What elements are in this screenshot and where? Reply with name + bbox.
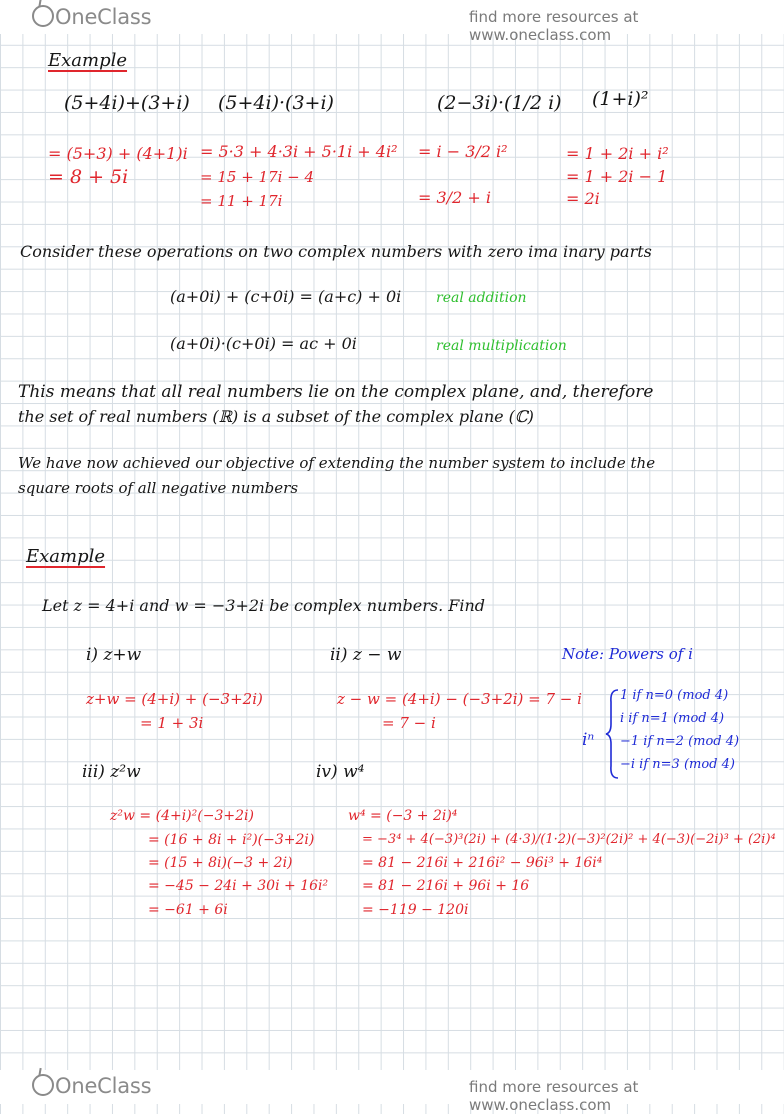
footer-logo-text: OneClass — [55, 1074, 152, 1098]
note-case-4: −i if n=3 (mod 4) — [620, 757, 735, 772]
part-1-label: i) z+w — [86, 645, 142, 665]
part-3-line-5: = −61 + 6i — [148, 902, 228, 918]
part-3-line-3: = (15 + 8i)(−3 + 2i) — [148, 855, 293, 871]
part-1-line-1: z+w = (4+i) + (−3+2i) — [86, 690, 263, 708]
solution-1-line-2: = 8 + 5i — [48, 166, 129, 188]
part-4-line-1: w⁴ = (−3 + 2i)⁴ — [348, 808, 458, 824]
paragraph-2-line-2: square roots of all negative numbers — [18, 479, 299, 497]
solution-4-line-3: = 2i — [566, 189, 600, 208]
solution-2-line-1: = 5·3 + 4·3i + 5·1i + 4i² — [200, 142, 398, 161]
solution-3-line-2: = 3/2 + i — [418, 188, 491, 207]
oneclass-logo[interactable] — [32, 5, 151, 29]
footer-resources-link[interactable]: find more resources at www.oneclass.com — [469, 1078, 639, 1114]
solution-2-line-2: = 15 + 17i − 4 — [200, 168, 315, 186]
part-4-line-5: = −119 − 120i — [362, 902, 469, 918]
oneclass-footer-logo[interactable] — [32, 1074, 151, 1098]
part-4-line-2: = −3⁴ + 4(−3)³(2i) + (4·3)/(1·2)(−3)²(2i)² + 4(−3)(−2i)³ + (2i)⁴ — [362, 832, 776, 847]
page-header — [0, 0, 784, 44]
note-powers-of-i-title: Note: Powers of i — [562, 645, 693, 663]
zero-imaginary-intro: Consider these operations on two complex numbers with zero ima inary parts — [20, 242, 652, 261]
example-2-heading: Example — [26, 546, 106, 567]
paragraph-1-line-1: This means that all real numbers lie on the complex plane, and, therefore — [18, 382, 654, 402]
note-case-2: i if n=1 (mod 4) — [620, 711, 725, 726]
example-1-problem-4: (1+i)² — [592, 88, 649, 110]
part-3-line-1: z²w = (4+i)²(−3+2i) — [110, 808, 254, 824]
logo-text: OneClass — [55, 5, 152, 29]
real-multiplication-equation: (a+0i)·(c+0i) = ac + 0i — [170, 334, 357, 353]
solution-4-line-2: = 1 + 2i − 1 — [566, 167, 668, 186]
real-addition-label: real addition — [436, 290, 527, 306]
note-case-1: 1 if n=0 (mod 4) — [620, 688, 729, 703]
part-3-line-2: = (16 + 8i + i²)(−3+2i) — [148, 832, 315, 848]
example-2-prompt: Let z = 4+i and w = −3+2i be complex numbers. Find — [42, 596, 486, 615]
footer-logo-o-icon — [32, 1074, 54, 1096]
part-2-line-2: = 7 − i — [382, 714, 436, 732]
solution-2-line-3: = 11 + 17i — [200, 192, 283, 210]
page-footer — [0, 1070, 784, 1114]
paragraph-1-line-2: the set of real numbers (ℝ) is a subset of the complex plane (ℂ) — [18, 407, 534, 426]
example-1-heading: Example — [48, 50, 128, 71]
solution-1-line-1: = (5+3) + (4+1)i — [48, 144, 188, 163]
logo-o-icon — [32, 5, 54, 27]
real-multiplication-label: real multiplication — [436, 338, 567, 354]
example-1-problem-1: (5+4i)+(3+i) — [64, 92, 190, 114]
real-addition-equation: (a+0i) + (c+0i) = (a+c) + 0i — [170, 287, 402, 306]
part-3-label: iii) z²w — [82, 762, 141, 782]
example-1-problem-2: (5+4i)·(3+i) — [218, 92, 334, 114]
example-1-problem-3: (2−3i)·(1/2 i) — [437, 92, 562, 114]
note-case-3: −1 if n=2 (mod 4) — [620, 734, 740, 749]
paragraph-2-line-1: We have now achieved our objective of extending the number system to include the — [18, 454, 656, 472]
part-4-line-4: = 81 − 216i + 96i + 16 — [362, 878, 530, 894]
solution-3-line-1: = i − 3/2 i² — [418, 142, 508, 161]
part-1-line-2: = 1 + 3i — [140, 714, 204, 732]
part-2-line-1: z − w = (4+i) − (−3+2i) = 7 − i — [337, 690, 582, 708]
solution-4-line-1: = 1 + 2i + i² — [566, 144, 669, 163]
part-2-label: ii) z − w — [330, 645, 402, 665]
note-i-power-n: iⁿ — [582, 730, 595, 750]
part-4-label: iv) w⁴ — [316, 762, 365, 782]
part-4-line-3: = 81 − 216i + 216i² − 96i³ + 16i⁴ — [362, 855, 603, 871]
part-3-line-4: = −45 − 24i + 30i + 16i² — [148, 878, 329, 894]
note-left-brace-icon — [604, 688, 620, 780]
header-resources-link[interactable]: find more resources at www.oneclass.com — [469, 8, 639, 44]
